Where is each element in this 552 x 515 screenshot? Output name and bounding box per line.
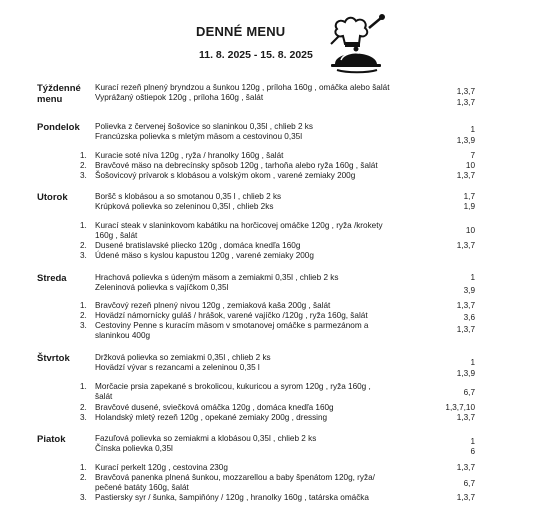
menu-date-range: 11. 8. 2025 - 15. 8. 2025 bbox=[199, 49, 313, 61]
chef-cloche-icon bbox=[325, 14, 387, 74]
meal-number: 1. bbox=[80, 463, 87, 472]
meal-text: Hovädzí námornícky guláš / hrášok, varené vajíčko /120g , ryža 160g, šalát bbox=[95, 311, 368, 320]
meal-text: Morčacie prsia zapekané s brokolicou, kukuricou a syrom 120g , ryža 160g , bbox=[95, 382, 371, 391]
meal-text: Kurací perkelt 120g , cestovina 230g bbox=[95, 463, 228, 472]
soup-text: Zeleninová polievka s vajíčkom 0,35l bbox=[95, 283, 229, 292]
allergens: 1 bbox=[470, 273, 475, 282]
allergens: 1 bbox=[470, 437, 475, 446]
soup-text: Hrachová polievka s údeným mäsom a zemiakmi 0,35l , chlieb 2 ks bbox=[95, 273, 339, 282]
meal-number: 2. bbox=[80, 311, 87, 320]
meal-number: 3. bbox=[80, 493, 87, 502]
meal-number: 1. bbox=[80, 221, 87, 230]
day-label: Utorok bbox=[37, 192, 68, 203]
day-label: Týždenné bbox=[37, 83, 81, 94]
allergens: 1,3,9 bbox=[456, 136, 475, 145]
allergens: 1,3,7 bbox=[456, 301, 475, 310]
meal-text: Údené mäso s kyslou kapustou 120g , varené zemiaky 200g bbox=[95, 251, 314, 260]
day-label: Streda bbox=[37, 273, 67, 284]
soup-text: Francúzska polievka s mletým mäsom a cestovinou 0,35l bbox=[95, 132, 303, 141]
allergens: 1,3,7 bbox=[456, 171, 475, 180]
allergens: 6,7 bbox=[463, 388, 475, 397]
meal-text-cont: šalát bbox=[95, 392, 113, 401]
allergens: 1 bbox=[470, 125, 475, 134]
meal-text: Kurací steak v slaninkovom kabátiku na horčicovej omáčke 120g , ryža /krokety bbox=[95, 221, 383, 230]
allergens: 7 bbox=[470, 151, 475, 160]
allergens: 10 bbox=[465, 226, 475, 235]
soup-text: Fazuľová polievka so zemiakmi a klobásou 0,35l , chlieb 2 ks bbox=[95, 434, 317, 443]
soup-text: Držková polievka so zemiakmi 0,35l , chlieb 2 ks bbox=[95, 353, 271, 362]
allergens: 1,7 bbox=[463, 192, 475, 201]
meal-number: 2. bbox=[80, 473, 87, 482]
meal-text-cont: pečené batáty 160g, šalát bbox=[95, 483, 189, 492]
meal-number: 2. bbox=[80, 241, 87, 250]
meal-text: Kuracie soté níva 120g , ryža / hranolky 160g , šalát bbox=[95, 151, 284, 160]
allergens: 1,3,7,10 bbox=[445, 403, 475, 412]
allergens: 1,3,7 bbox=[456, 87, 475, 96]
soup-text: Čínska polievka 0,35l bbox=[95, 444, 173, 453]
meal-text: Bravčové dusené, sviečková omáčka 120g , domáca knedľa 160g bbox=[95, 403, 334, 412]
meal-number: 1. bbox=[80, 151, 87, 160]
soup-text: Krúpková polievka so zeleninou 0,35l , chlieb 2ks bbox=[95, 202, 274, 211]
soup-text: Hovädzí vývar s rezancami a zeleninou 0,35 l bbox=[95, 363, 260, 372]
allergens: 1,3,7 bbox=[456, 493, 475, 502]
allergens: 1,3,7 bbox=[456, 463, 475, 472]
meal-number: 2. bbox=[80, 403, 87, 412]
meal-number: 1. bbox=[80, 382, 87, 391]
meal-number: 1. bbox=[80, 301, 87, 310]
meal-text: Cestoviny Penne s kuracím mäsom v smotanovej omáčke s parmezánom a bbox=[95, 321, 369, 330]
meal-number: 3. bbox=[80, 321, 87, 330]
meal-text: Holandský mletý rezeň 120g , opekané zemiaky 200g , dressing bbox=[95, 413, 328, 422]
soup-text: Polievka z červenej šošovice so slaninkou 0,35l , chlieb 2 ks bbox=[95, 122, 313, 131]
meal-text-cont: slaninkou 400g bbox=[95, 331, 151, 340]
meal-text: Kurací rezeň plnený bryndzou a šunkou 120g , príloha 160g , omáčka alebo šalát bbox=[95, 83, 390, 92]
allergens: 1,3,7 bbox=[456, 413, 475, 422]
meal-text-cont: 160g , šalát bbox=[95, 231, 138, 240]
allergens: 6,7 bbox=[463, 479, 475, 488]
meal-number: 3. bbox=[80, 251, 87, 260]
meal-number: 3. bbox=[80, 413, 87, 422]
meal-text: Bravčová panenka plnená šunkou, mozzarellou a baby špenátom 120g, ryža/ bbox=[95, 473, 375, 482]
meal-text: Bravčový rezeň plnený nivou 120g , zemiaková kaša 200g , šalát bbox=[95, 301, 331, 310]
menu-title: DENNÉ MENU bbox=[196, 24, 286, 39]
allergens: 1,3,7 bbox=[456, 98, 475, 107]
meal-text: Bravčové mäso na debrecínsky spôsob 120g , tarhoňa alebo ryža 160g , šalát bbox=[95, 161, 378, 170]
meal-text: Vyprážaný oštiepok 120g , príloha 160g , šalát bbox=[95, 93, 264, 102]
menu-header bbox=[0, 0, 552, 80]
meal-text: Dusené bratislavské pliecko 120g , domáca knedľa 160g bbox=[95, 241, 301, 250]
allergens: 1,9 bbox=[463, 202, 475, 211]
allergens: 1,3,7 bbox=[456, 241, 475, 250]
day-label: Štvrtok bbox=[37, 353, 70, 364]
allergens: 1,3,9 bbox=[456, 369, 475, 378]
meal-text: Pastiersky syr / šunka, šampiňóny / 120g , hranolky 160g , tatárska omáčka bbox=[95, 493, 369, 502]
allergens: 1 bbox=[470, 358, 475, 367]
allergens: 10 bbox=[465, 161, 475, 170]
soup-text: Boršč s klobásou a so smotanou 0,35 l , chlieb 2 ks bbox=[95, 192, 282, 201]
allergens: 6 bbox=[470, 447, 475, 456]
meal-number: 3. bbox=[80, 171, 87, 180]
allergens: 3,6 bbox=[463, 313, 475, 322]
allergens: 1,3,7 bbox=[456, 325, 475, 334]
day-label: Piatok bbox=[37, 434, 66, 445]
day-label: Pondelok bbox=[37, 122, 80, 133]
meal-text: Šošovicový prívarok s klobásou a volským okom , varené zemiaky 200g bbox=[95, 171, 356, 180]
allergens: 3,9 bbox=[463, 286, 475, 295]
meal-number: 2. bbox=[80, 161, 87, 170]
day-label-line2: menu bbox=[37, 94, 63, 105]
